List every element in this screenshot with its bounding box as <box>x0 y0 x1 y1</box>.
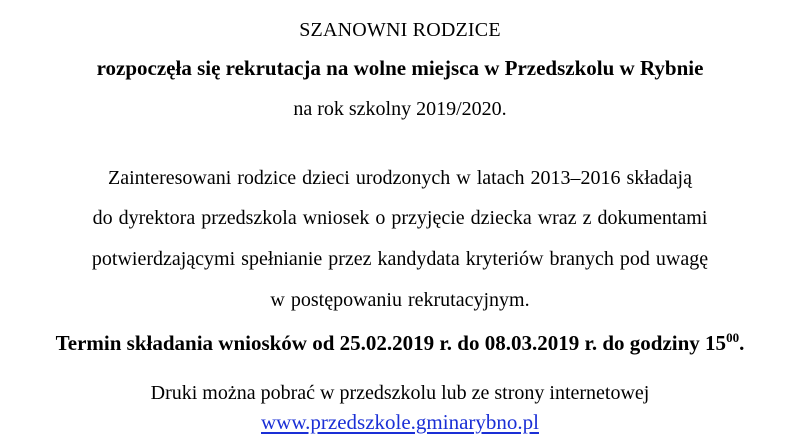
recruitment-announcement: rozpoczęła się rekrutacja na wolne miejsca w Przedszkolu w Rybnie <box>96 56 704 80</box>
deadline-hour-minutes: 00 <box>726 330 740 345</box>
body-line-3: potwierdzającymi spełnianie przez kandydata kryteriów branych pod uwagę <box>91 248 709 270</box>
application-deadline <box>0 330 800 355</box>
download-info: Druki można pobrać w przedszkolu lub ze strony internetowej <box>150 382 650 404</box>
website-link[interactable]: www.przedszkole.gminarybno.pl <box>261 410 539 434</box>
body-line-2: do dyrektora przedszkola wniosek o przyjęcie dziecka wraz z dokumentami <box>92 207 708 229</box>
body-line-4: w postępowaniu rekrutacyjnym. <box>270 289 530 311</box>
school-year: na rok szkolny 2019/2020. <box>293 98 507 120</box>
deadline-period: . <box>739 331 745 355</box>
deadline-text: Termin składania wniosków od 25.02.2019 r. do 08.03.2019 r. do godziny 15 <box>55 331 727 355</box>
body-line-1: Zainteresowani rodzice dzieci urodzonych w latach 2013–2016 składają <box>107 167 692 189</box>
notice-heading: SZANOWNI RODZICE <box>299 19 501 41</box>
